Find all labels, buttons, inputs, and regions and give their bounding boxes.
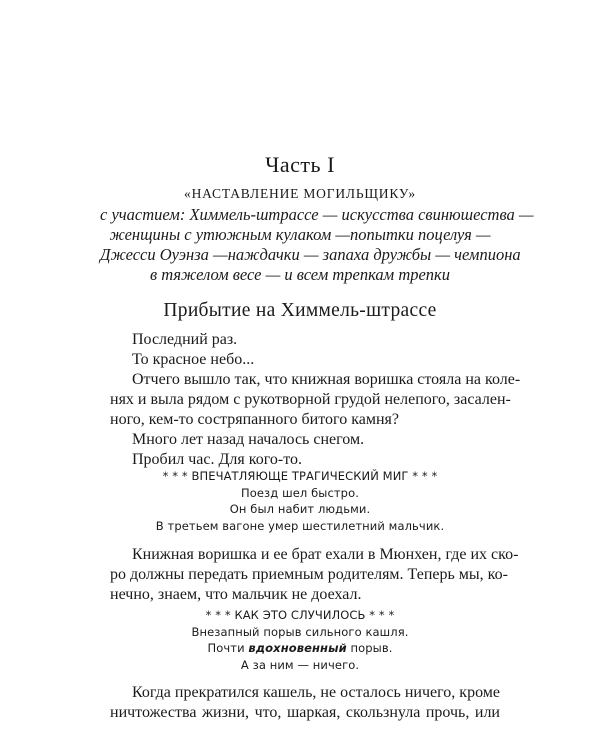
chapter-title: Прибытие на Химмель-штрассе — [163, 300, 437, 321]
note-heading: * * * ВПЕЧАТЛЯЮЩЕ ТРАГИЧЕСКИЙ МИГ * * * — [162, 469, 438, 483]
paragraph: Много лет назад началось снегом. — [132, 431, 365, 448]
note-text: порыв. — [346, 641, 393, 655]
note-line — [0, 640, 600, 657]
paragraph-line: ро должны передать приемным родителям. Теперь мы, ко- — [110, 566, 508, 583]
part-title: Часть I — [265, 152, 335, 177]
note-line: А за ним — ничего. — [240, 657, 360, 672]
paragraph-line: ного, кем-то состряпанного битого камня? — [110, 411, 399, 428]
paragraph: Последний раз. — [132, 331, 238, 348]
part-features — [100, 205, 534, 285]
paragraph: Пробил час. Для кого-то. — [132, 451, 302, 468]
features-line: Джесси Оуэнза —наждачки — запаха дружбы — чемпиона — [100, 245, 521, 264]
part-subtitle: «НАСТАВЛЕНИЕ МОГИЛЬЩИКУ» — [184, 186, 416, 201]
emphasis-word: вдохновенный — [248, 641, 347, 655]
note-line: Внезапный порыв сильного кашля. — [191, 624, 409, 639]
features-line: женщины с утюжным кулаком —попытки поцелуя — — [109, 225, 491, 244]
features-line: в тяжелом весе — и всем трепкам трепки — [149, 265, 451, 284]
paragraph-line: нях и выла рядом с рукотворной грудой нелепого, засален- — [110, 391, 511, 408]
note-line: В третьем вагоне умер шестилетний мальчик. — [155, 518, 445, 533]
paragraph-line: ничтожества жизни, что, шаркая, скользнула прочь, или — [110, 704, 500, 721]
note-text: Почти — [207, 641, 249, 655]
paragraph-line: Отчего вышло так, что книжная воришка стояла на коле- — [132, 371, 521, 388]
note-line: Поезд шел быстро. — [241, 485, 359, 500]
features-line: с участием: Химмель-штрассе — искусства свинюшества — — [100, 205, 534, 224]
note-block — [0, 468, 600, 534]
paragraph-line: Книжная воришка и ее брат ехали в Мюнхен, где их ско- — [132, 546, 519, 563]
note-block — [0, 607, 600, 673]
note-heading: * * * КАК ЭТО СЛУЧИЛОСЬ * * * — [205, 608, 395, 622]
paragraph: То красное небо... — [132, 351, 255, 368]
paragraph-line: Когда прекратился кашель, не осталось ничего, кроме — [132, 684, 500, 701]
paragraph-line: нечно, знаем, что мальчик не доехал. — [110, 586, 362, 603]
note-line: Он был набит людьми. — [229, 502, 371, 516]
